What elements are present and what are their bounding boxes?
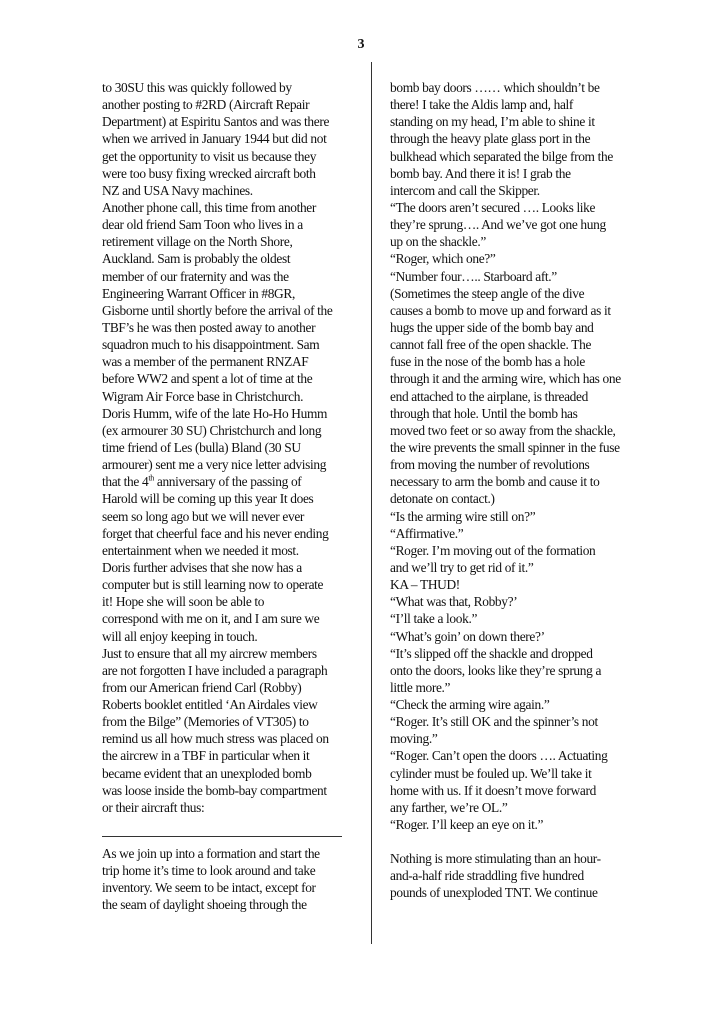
- text-fragment: anniversary of the passing of: [153, 474, 302, 490]
- text-line: became evident that an unexploded bomb: [102, 765, 312, 781]
- text-line: bomb bay doors …… which shouldn’t be: [390, 80, 600, 95]
- text-line: before WW2 and spent a lot of time at the: [102, 371, 313, 387]
- text-line: correspond with me on it, and I am sure we: [102, 611, 320, 627]
- ordinal-superscript: th: [148, 473, 154, 483]
- text-line: bulkhead which separated the bilge from the: [390, 148, 613, 164]
- text-line: cylinder must be fouled up. We’ll take it: [390, 765, 592, 781]
- text-line: through that hole. Until the bomb has: [390, 405, 578, 421]
- text-line: “What’s goin’ on down there?’: [390, 628, 545, 644]
- text-line: TBF’s he was then posted away to another: [102, 319, 316, 335]
- text-line: from our American friend Carl (Robby): [102, 679, 302, 695]
- text-line: moving.”: [390, 731, 438, 747]
- right-column: [390, 79, 638, 902]
- text-line: Auckland. Sam is probably the oldest: [102, 251, 291, 267]
- text-line: from the Bilge” (Memories of VT305) to: [102, 714, 309, 730]
- text-line: Doris Humm, wife of the late Ho-Ho Humm: [102, 405, 328, 421]
- text-line: Roberts booklet entitled ‘An Airdales view: [102, 697, 318, 713]
- page-number: 3: [357, 37, 365, 52]
- text-line: the wire prevents the small spinner in the fuse: [390, 439, 620, 455]
- text-line: necessary to arm the bomb and cause it to: [390, 474, 600, 490]
- text-line: cannot fall free of the open shackle. The: [390, 337, 592, 353]
- text-line: member of our fraternity and was the: [102, 268, 289, 284]
- text-line: up on the shackle.”: [390, 234, 486, 250]
- text-fragment: that the 4: [102, 474, 149, 490]
- text-line: “Roger. I’ll keep an eye on it.”: [390, 817, 544, 833]
- text-line: from moving the number of revolutions: [390, 457, 590, 473]
- text-line: home with us. If it doesn’t move forward: [390, 782, 596, 798]
- text-line: the seam of daylight shoeing through the: [102, 897, 307, 913]
- text-line: “It’s slipped off the shackle and dropped: [390, 645, 593, 661]
- text-line: “Roger. I’m moving out of the formation: [390, 542, 596, 558]
- text-line: will all enjoy keeping in touch.: [102, 628, 258, 644]
- text-line: “Number four….. Starboard aft.”: [390, 268, 557, 284]
- text-line: NZ and USA Navy machines.: [102, 182, 253, 198]
- text-line: are not forgotten I have included a paragraph: [102, 662, 328, 678]
- text-line: moved two feet or so away from the shackle,: [390, 422, 616, 438]
- text-line: trip home it’s time to look around and take: [102, 863, 316, 879]
- text-line: fuse in the nose of the bomb has a hole: [390, 354, 585, 370]
- text-line: computer but is still learning now to operate: [102, 577, 324, 593]
- text-line: (ex armourer 30 SU) Christchurch and long: [102, 422, 322, 438]
- text-line: “What was that, Robby?’: [390, 594, 518, 610]
- text-line: were too busy fixing wrecked aircraft both: [102, 165, 316, 181]
- text-line: forget that cheerful face and his never ending: [102, 525, 329, 541]
- text-line: they’re sprung…. And we’ve got one hung: [390, 217, 606, 233]
- text-line: “Roger. It’s still OK and the spinner’s not: [390, 714, 598, 730]
- text-line: Just to ensure that all my aircrew members: [102, 645, 317, 661]
- text-line: dear old friend Sam Toon who lives in a: [102, 217, 303, 233]
- paragraph-gap: [390, 833, 638, 850]
- text-line: Nothing is more stimulating than an hour-: [390, 851, 601, 867]
- text-line: or their aircraft thus:: [102, 799, 205, 815]
- text-line: any farther, we’re OL.”: [390, 799, 508, 815]
- quote-separator-rule: [102, 836, 342, 837]
- text-line: and-a-half ride straddling five hundred: [390, 868, 584, 884]
- text-line: [102, 473, 354, 490]
- text-line: was loose inside the bomb-bay compartment: [102, 782, 327, 798]
- text-line: detonate on contact.): [390, 491, 495, 507]
- column-divider: [371, 62, 372, 944]
- text-line: time friend of Les (bulla) Bland (30 SU: [102, 439, 301, 455]
- text-line: the aircrew in a TBF in particular when it: [102, 748, 310, 764]
- text-line: “Roger, which one?”: [390, 251, 496, 267]
- text-line: causes a bomb to move up and forward as it: [390, 302, 611, 318]
- text-line: standing on my head, I’m able to shine it: [390, 114, 595, 130]
- text-line: armourer) sent me a very nice letter advising: [102, 457, 327, 473]
- text-line: pounds of unexploded TNT. We continue: [390, 885, 598, 901]
- text-line: “Roger. Can’t open the doors …. Actuating: [390, 748, 608, 764]
- text-line: (Sometimes the steep angle of the dive: [390, 285, 585, 301]
- text-line: it! Hope she will soon be able to: [102, 594, 265, 610]
- text-line: end attached to the airplane, is threaded: [390, 388, 588, 404]
- text-line: “Check the arming wire again.”: [390, 697, 550, 713]
- text-line: seem so long ago but we will never ever: [102, 508, 305, 524]
- text-line: Engineering Warrant Officer in #8GR,: [102, 285, 295, 301]
- text-line: through the heavy plate glass port in the: [390, 131, 591, 147]
- text-line: Department) at Espiritu Santos and was there: [102, 114, 330, 130]
- left-column: [102, 79, 354, 816]
- text-line: Harold will be coming up this year It does: [102, 491, 314, 507]
- text-line: and we’ll try to get rid of it.”: [390, 559, 534, 575]
- text-line: Another phone call, this time from another: [102, 199, 316, 215]
- text-line: hugs the upper side of the bomb bay and: [390, 319, 594, 335]
- text-line: little more.”: [390, 679, 451, 695]
- text-line: there! I take the Aldis lamp and, half: [390, 97, 574, 113]
- text-line: KA – THUD!: [390, 577, 460, 593]
- text-line: “Affirmative.”: [390, 525, 464, 541]
- text-line: As we join up into a formation and start the: [102, 846, 320, 861]
- text-line: inventory. We seem to be intact, except for: [102, 880, 316, 896]
- text-line: entertainment when we needed it most.: [102, 542, 299, 558]
- text-line: bomb bay. And there it is! I grab the: [390, 165, 571, 181]
- text-line: when we arrived in January 1944 but did not: [102, 131, 327, 147]
- text-line: to 30SU this was quickly followed by: [102, 80, 292, 95]
- text-line: onto the doors, looks like they’re sprung a: [390, 662, 602, 678]
- text-line: another posting to #2RD (Aircraft Repair: [102, 97, 310, 113]
- text-line: Gisborne until shortly before the arrival of the: [102, 302, 333, 318]
- text-line: “The doors aren’t secured …. Looks like: [390, 199, 596, 215]
- text-line: intercom and call the Skipper.: [390, 182, 540, 198]
- text-line: squadron much to his disappointment. Sam: [102, 337, 320, 353]
- text-line: get the opportunity to visit us because they: [102, 148, 317, 164]
- text-line: Wigram Air Force base in Christchurch.: [102, 388, 304, 404]
- text-line: retirement village on the North Shore,: [102, 234, 293, 250]
- text-line: Doris further advises that she now has a: [102, 559, 302, 575]
- text-line: was a member of the permanent RNZAF: [102, 354, 309, 370]
- left-column-quote: [102, 845, 354, 914]
- text-line: remind us all how much stress was placed on: [102, 731, 329, 747]
- text-line: “Is the arming wire still on?”: [390, 508, 536, 524]
- text-line: through it and the arming wire, which has one: [390, 371, 621, 387]
- text-line: “I’ll take a look.”: [390, 611, 478, 627]
